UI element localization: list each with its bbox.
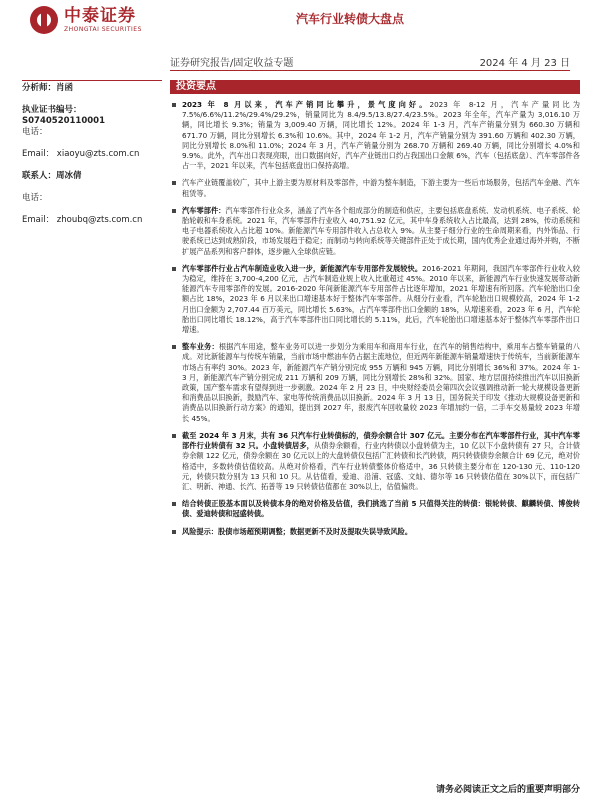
bullet-body: 汽车产业链覆盖较广，其中上游主要为原材料及零部件，中游为整车制造，下游主要为一些后市场服务，包括汽车金融、汽车租赁等。 — [182, 178, 580, 198]
bullet-lead: 整车业务： — [182, 342, 219, 352]
bullet-industry-chain — [170, 178, 580, 198]
section-title: 投资要点 — [170, 80, 580, 94]
bullet-lead: 汽车零部件： — [182, 205, 226, 215]
bullet-lead: 截至 2024 年 3 月末，共有 36 只汽车行业转债标的，债券余额合计 307 亿元。主要分布在汽车零部件行业，其中汽车零部件行业转债有 32 只。小盘转债居多， — [182, 430, 580, 451]
email-label: Email： — [22, 149, 55, 159]
bullet-body: 2016-2021 年期间，我国汽车零部件行业收入较为稳定，维持在 3,700-4,200 亿元，占汽车制造业规上收入比重超过 45%。2010 年以来，新能源汽车行业快速发展带动新能源汽车专用零部件的发展。2016-2020 年间新能源汽车专用部件占比逐年增加，2021 年增速有所回落。汽车轮胎出口金额占比 18%，2023 年 6 月以来出口增速基本好于整体汽车零部件。从细分行业看，汽车轮胎出口规模较高，2024 年 1-2 月出口金额为 2,707.44 百万美元，同比增长 5.63%，占汽车零部件出口金额的 18%，从增速来看，2023 年 6 月，汽车轮胎出口同比增长 18.12%，高于汽车零部件出口同比增长的 5.11%，此后，汽车轮胎出口增速基本好于整体汽车零部件出口增速。 — [182, 263, 580, 335]
license-label: 执业证书编号： — [22, 105, 82, 115]
bullet-body: 根据汽车用途，整车业务可以进一步划分为乘用车和商用车行业，在汽车的销售结构中，乘用车占整车销量的八成。对比新能源车与传统车销量，当前市场中燃油车仍占据主流地位，但近两年新能源车销量增速快于传统车，当前新能源车市场占有率约 30%。2023 年，新能源汽车产销分别完成 955 万辆和 945 万辆，同比分别增长 36%和 37%。2024 年 1-3 月，新能源汽车产销分别完成 211 万辆和 209 万辆，同比分别增长 28%和 32%。国家、地方层面持续推出汽车以旧换新政策，国产整车需求有望得到进一步刺激。2024 年 2 月 23 日，中央财经委员会第四次会议强调推动新一轮大规模设备更新和消费品以旧换新，鼓励汽车、家电等传统消费品以旧换新。2024 年 3 月 13 日，国务院关于印发《推动大规模设备更新和消费品以旧换新行动方案》的通知，提出到 2027 年，报废汽车回收量较 2023 年增加约一倍，二手车交易量较 2023 年增长 45%。 — [182, 342, 580, 423]
phone-label: 电话： — [22, 127, 48, 137]
bullet-lead: 2023 年 8 月以来，汽车产销同比攀升，景气度向好。 — [182, 100, 430, 109]
analyst-name: 肖函 — [56, 83, 74, 93]
license-row — [22, 105, 162, 127]
analyst-sidebar — [22, 80, 162, 237]
bullet-picks — [170, 499, 580, 519]
email-label-2: Email： — [22, 215, 55, 225]
bullet-risk — [170, 527, 580, 537]
bullet-convertible-bonds — [170, 431, 580, 492]
bullet-auto-parts — [170, 206, 580, 257]
bullet-lead: 风险提示： — [182, 526, 218, 536]
bullet-body: 2023 年 8-12 月，汽车产量同比为 7.5%/6.6%/11.2%/29.4%/29.2%，销量同比为 8.4/9.5/13.8/27.4/23.5%。2023 年全年，汽车产量为 3,016.10 万辆，同比增长 9.3%；销量为 3,009.40 万辆，同比增长 12%。2024 年 1-3 月，汽车产销量分别为 660.30 万辆和 671.70 万辆，同比分别增长 6.3%和 10.6%。其中，2024 年 1-2 月，汽车产销量分别为 391.60 万辆和 402.30 万辆，同比分别增长 8.0%和 11.0%；2024 年 3 月，汽车产销量分别为 268.70 万辆和 269.40 万辆，同比分别增长 4.0%和 9.9%。此外，汽车出口表现亮眼，出口数据向好，汽车产业链出口约占我国出口金额 6%，汽车（包括底盘）、汽车零部件各占一半，2021 年以来，汽车包括底盘出口保持高增。 — [182, 100, 580, 171]
phone-row-2 — [22, 193, 162, 215]
email-row-2 — [22, 215, 162, 237]
bullet-parts-revenue — [170, 264, 580, 335]
license-no: S0740520110001 — [22, 116, 106, 126]
main-content — [170, 80, 580, 544]
email-link[interactable]: xiaoyu@zts.com.cn — [56, 149, 140, 159]
footer-notice: 请务必阅读正文之后的重要声明部分 — [435, 785, 580, 795]
email-link-2[interactable]: zhoubq@zts.com.cn — [56, 215, 143, 225]
bullet-body: 股债市场超预期调整；数据更新不及时及提取失误导致风险。 — [217, 526, 413, 536]
logo-en: ZHONGTAI SECURITIES — [64, 26, 142, 33]
phone-label-2: 电话： — [22, 193, 48, 203]
bullet-vehicle-business — [170, 342, 580, 424]
analyst-label: 分析师： — [22, 83, 57, 93]
sidebar-divider — [22, 80, 162, 81]
report-date: 2024 年 4 月 23 日 — [479, 58, 570, 69]
report-meta — [170, 54, 570, 70]
email-row — [22, 149, 162, 171]
page-header — [0, 0, 600, 60]
report-title: 汽车行业转债大盘点 — [295, 12, 404, 26]
contact-name: 周冰倩 — [56, 171, 82, 181]
report-type: 证券研究报告/固定收益专题 — [170, 58, 294, 69]
bullet-body: 汽车零部件行业众多，涵盖了汽车各个组成部分的制造和供应，主要包括底盘系统、发动机系统、电子系统、轮胎轮毂和车身系统。2021 年，汽车零部件行业收入 40,751.92 亿元，其中车身系统收入占比最高，达到 28%，传动系统和电子电器系统收入占比超 10%。新能源汽车专用部件收入占总收入 9%。从主要子细分行业的生命周期来看，内外饰品、行驶系统已达到成熟阶段，市场发展趋于稳定；而制动与转向系统等关键部件正处于成长期，国内优秀企业通过海外并购，不断扩展产品系列和客户群体，逐步融入全球供应链。 — [182, 205, 580, 256]
header-divider — [170, 70, 570, 71]
bullet-auto-sales — [170, 100, 580, 171]
phone-row — [22, 127, 162, 149]
bullet-lead: 汽车零部件行业占汽车制造业收入进一步，新能源汽车专用部件发展较快。 — [182, 263, 423, 273]
bullet-body: 从债券余额看，行业内转债以小盘转债为主，10 亿以下小盘转债有 27 只，合计债券余额 122 亿元，债券余额在 30 亿元以上的大盘转债仅包括广汇转债和长汽转债，两只转债债券余额合计 69 亿元，绝对价格适中，多数转债估值较高。从绝对价格看，汽车行业转债整体价格适中，36 只转债主要分布在 120-130 元、110-120 元，转债只数分别为 13 只和 10 只。从估值看，爱迪、沿浦、冠盛、文灿、德尔等 16 只转债估值在 30%以下，而包括广汇、明新、神通、长汽、拓普等 19 只转债估值都在 30%以上，估值偏贵。 — [182, 441, 580, 491]
contact-label: 联系人： — [22, 171, 57, 181]
logo-cn: 中泰证券 — [64, 6, 136, 26]
analyst-row — [22, 83, 162, 105]
bullet-lead: 结合转债正股基本面以及转债本身的绝对价格及估值，我们挑选了当前 5 只值得关注的转债：银轮转债、麒麟转债、博俊转债、爱迪转债和冠盛转债。 — [182, 499, 580, 519]
contact-row — [22, 171, 162, 193]
